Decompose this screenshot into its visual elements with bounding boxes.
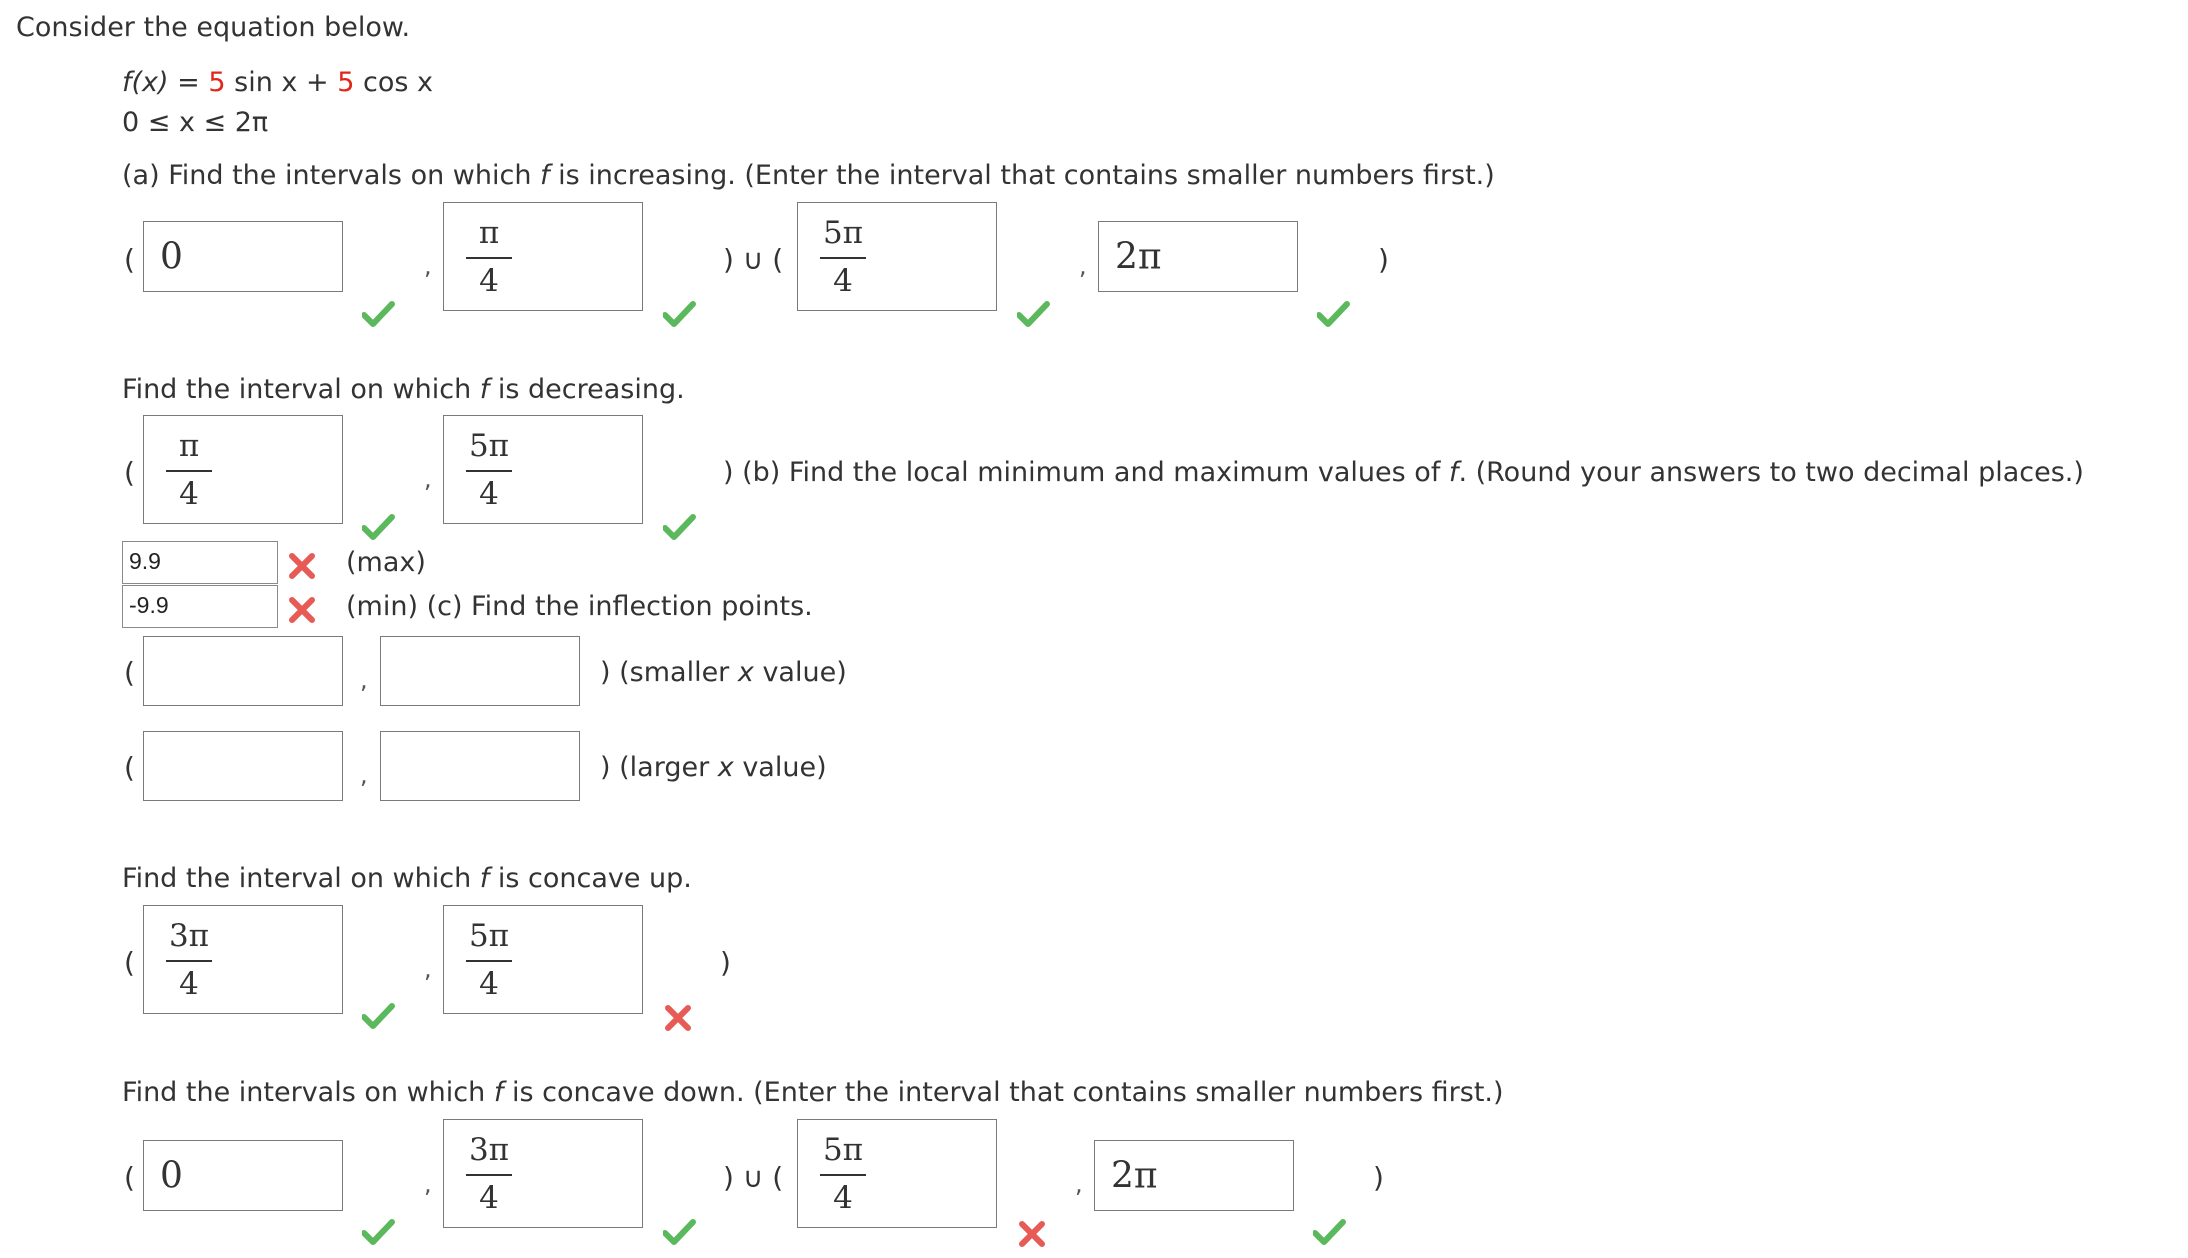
equation-equals: = (177, 67, 200, 98)
inflection-2-x-input[interactable] (143, 731, 343, 801)
comma: , (424, 1170, 432, 1198)
equation-coefficient-1: 5 (208, 67, 226, 98)
union-symbol: ) ∪ ( (723, 243, 784, 276)
local-min-input[interactable]: -9.9 (122, 585, 278, 628)
increasing-interval-2-end[interactable]: 2π (1098, 221, 1298, 292)
comma: , (360, 666, 368, 694)
comma: , (1075, 1170, 1083, 1198)
open-paren: ( (124, 751, 135, 784)
check-icon (663, 1218, 697, 1248)
concave-down-interval-1-end[interactable]: 3π 4 (443, 1119, 643, 1228)
comma: , (424, 465, 432, 493)
concave-down-interval-2-start[interactable]: 5π 4 (797, 1119, 997, 1228)
comma: , (424, 955, 432, 983)
decreasing-interval-start[interactable]: π 4 (143, 415, 343, 524)
intro-text: Consider the equation below. (16, 12, 411, 43)
concave-up-end[interactable]: 5π 4 (443, 905, 643, 1014)
equation-coefficient-2: 5 (337, 67, 355, 98)
check-icon (1017, 300, 1051, 330)
check-icon (362, 300, 396, 330)
comma: , (424, 252, 432, 280)
increasing-interval-1-start[interactable]: 0 (143, 221, 343, 292)
cross-icon (287, 595, 317, 625)
smaller-x-label: ) (smaller x value) (600, 657, 847, 688)
check-icon (663, 300, 697, 330)
comma: , (1079, 252, 1087, 280)
larger-x-label: ) (larger x value) (600, 752, 827, 783)
equation-term-1: sin x (234, 67, 298, 98)
decreasing-prompt: Find the interval on which f is decreasing. (122, 374, 685, 405)
inflection-1-y-input[interactable] (380, 636, 580, 706)
inflection-2-y-input[interactable] (380, 731, 580, 801)
equation-term-2: cos x (363, 67, 433, 98)
open-paren: ( (124, 946, 135, 979)
check-icon (663, 513, 697, 543)
equation-lhs: f(x) (122, 67, 169, 98)
inflection-1-x-input[interactable] (143, 636, 343, 706)
concave-up-prompt: Find the interval on which f is concave up. (122, 863, 692, 894)
equation-plus: + (306, 67, 329, 98)
concave-up-start[interactable]: 3π 4 (143, 905, 343, 1014)
check-icon (1317, 300, 1351, 330)
local-max-input[interactable]: 9.9 (122, 541, 278, 584)
check-icon (1313, 1218, 1347, 1248)
part-a-prompt: (a) Find the intervals on which f is increasing. (Enter the interval that contains smaller numbers first.) (122, 160, 1495, 191)
increasing-interval-2-start[interactable]: 5π 4 (797, 202, 997, 311)
close-paren: ) (1378, 243, 1389, 276)
open-paren: ( (124, 656, 135, 689)
decreasing-interval-end[interactable]: 5π 4 (443, 415, 643, 524)
concave-down-interval-1-start[interactable]: 0 (143, 1140, 343, 1211)
cross-icon (663, 1003, 693, 1033)
part-b-prompt: ) (b) Find the local minimum and maximum values of f. (Round your answers to two decimal places.) (723, 457, 2084, 488)
check-icon (362, 1002, 396, 1032)
equation-domain: 0 ≤ x ≤ 2π (122, 107, 269, 138)
cross-icon (1017, 1219, 1047, 1249)
open-paren: ( (124, 1161, 135, 1194)
min-label: (min) (c) Find the inflection points. (346, 591, 813, 622)
cross-icon (287, 551, 317, 581)
increasing-interval-1-end[interactable]: π 4 (443, 202, 643, 311)
close-paren: ) (720, 946, 731, 979)
union-symbol: ) ∪ ( (723, 1161, 784, 1194)
check-icon (362, 1218, 396, 1248)
equation (122, 66, 433, 100)
close-paren: ) (1373, 1161, 1384, 1194)
comma: , (360, 761, 368, 789)
max-label: (max) (346, 547, 426, 578)
check-icon (362, 513, 396, 543)
concave-down-interval-2-end[interactable]: 2π (1094, 1140, 1294, 1211)
concave-down-prompt: Find the intervals on which f is concave down. (Enter the interval that contains smaller numbers first.) (122, 1077, 1504, 1108)
open-paren: ( (124, 243, 135, 276)
open-paren: ( (124, 456, 135, 489)
